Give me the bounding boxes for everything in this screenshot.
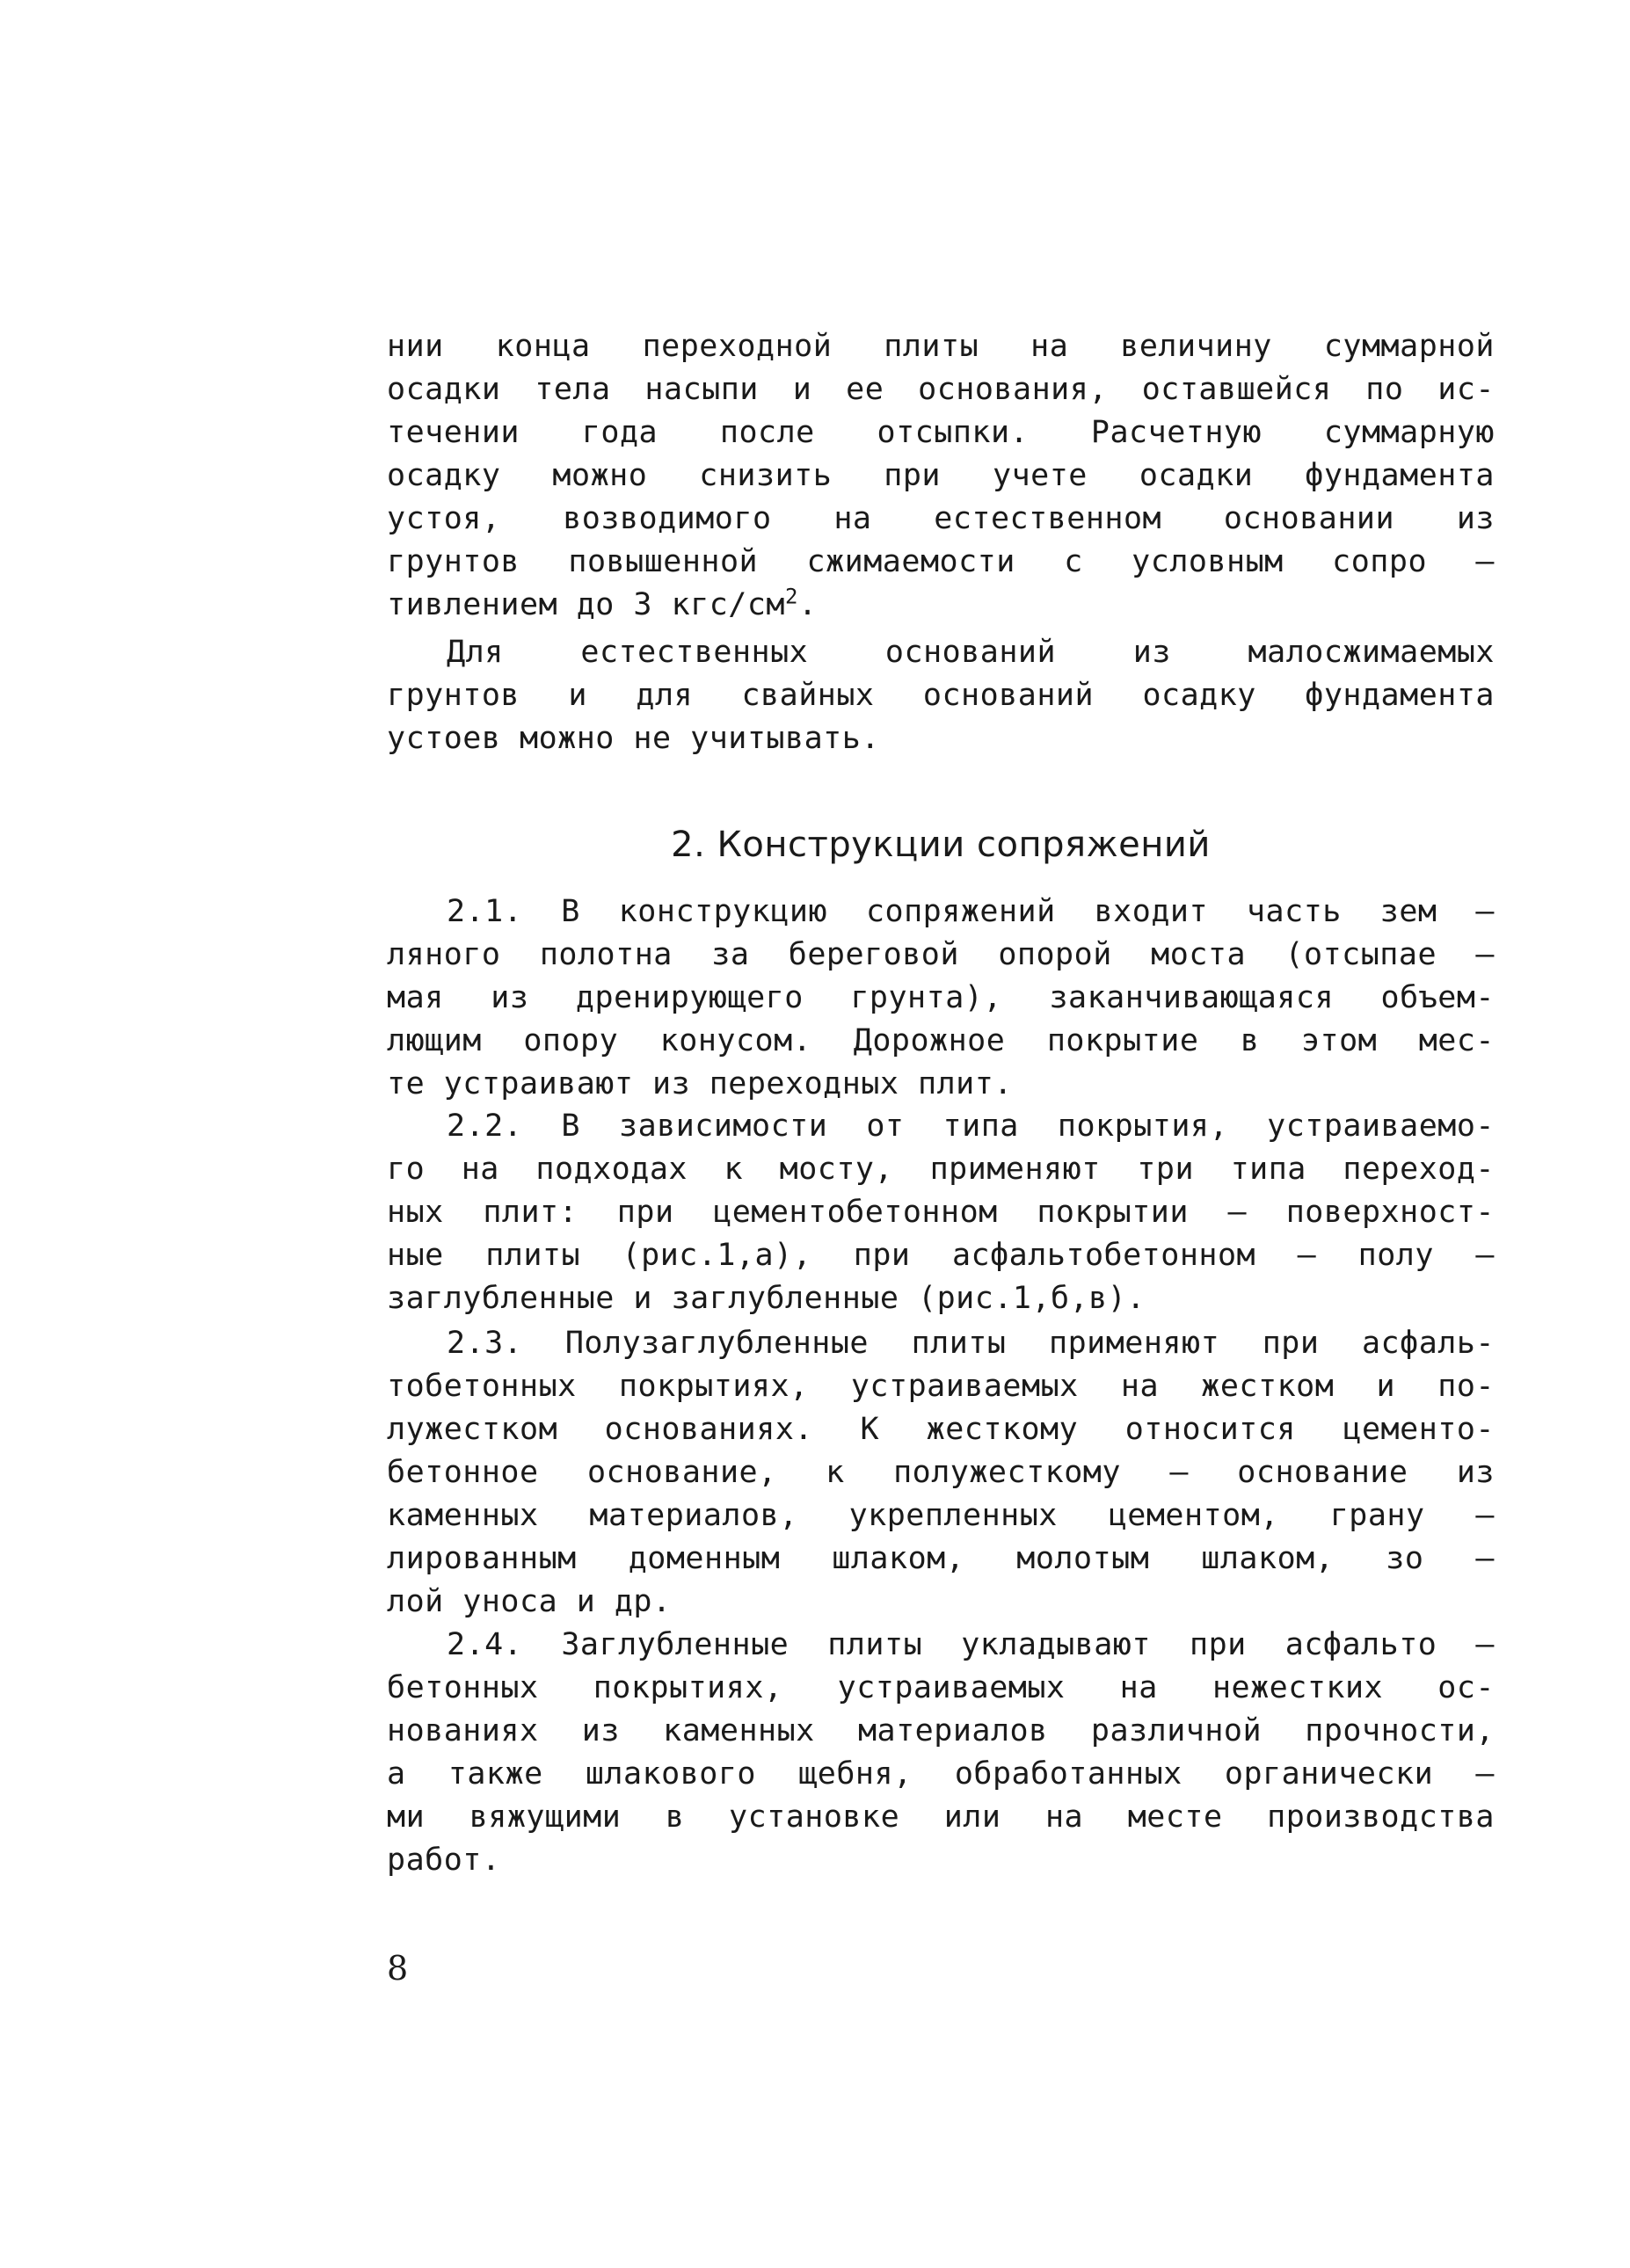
- text-line: грунтов и для свайных оснований осадку фундамента: [387, 678, 1495, 713]
- section-heading: 2. Конструкции сопряжений: [671, 825, 1211, 865]
- text-line: мая из дренирующего грунта), заканчивающаяся объем-: [387, 980, 1495, 1015]
- text-line: осадки тела насыпи и ее основания, оставшейся по ис-: [387, 372, 1495, 407]
- text-line: заглубленные и заглубленные (рис.1,б,в).: [387, 1281, 1146, 1316]
- text-line: ные плиты (рис.1,а), при асфальтобетонном – полу –: [387, 1238, 1495, 1273]
- text-line: лужестком основаниях. К жесткому относится цементо-: [387, 1412, 1495, 1447]
- paragraph-2-1: [387, 890, 1495, 1106]
- text-line: каменных материалов, укрепленных цементом, грану –: [387, 1498, 1495, 1533]
- text-line: го на подходах к мосту, применяют три типа переход-: [387, 1152, 1495, 1187]
- text-line: ляного полотна за береговой опорой моста (отсыпае –: [387, 937, 1495, 972]
- text-line: устоя, возводимого на естественном основании из: [387, 501, 1495, 536]
- paragraph-settlement: [387, 325, 1495, 627]
- text-line: течении года после отсыпки. Расчетную суммарную: [387, 415, 1495, 450]
- text-line: Для естественных оснований из малосжимаемых: [447, 635, 1495, 670]
- text-fragment: .: [797, 587, 818, 622]
- text-line: [387, 584, 1495, 627]
- text-line: осадку можно снизить при учете осадки фундамента: [387, 458, 1495, 493]
- text-line: грунтов повышенной сжимаемости с условным сопро –: [387, 544, 1495, 579]
- text-line: лированным доменным шлаком, молотым шлаком, зо –: [387, 1541, 1495, 1576]
- paragraph-foundation-note: [387, 631, 1495, 760]
- text-line: нии конца переходной плиты на величину суммарной: [387, 329, 1495, 364]
- text-line: лющим опору конусом. Дорожное покрытие в этом мес-: [387, 1023, 1495, 1058]
- text-line: нованиях из каменных материалов различной прочности,: [387, 1713, 1495, 1748]
- text-line: лой уноса и др.: [387, 1584, 672, 1619]
- text-line: бетонное основание, к полужесткому – основание из: [387, 1455, 1495, 1490]
- paragraph-2-4: [387, 1624, 1495, 1882]
- paragraph-2-3: [387, 1322, 1495, 1624]
- superscript: 2: [785, 584, 798, 609]
- text-line: устоев можно не учитывать.: [387, 721, 880, 756]
- text-line: 2.4. Заглубленные плиты укладывают при асфальто –: [447, 1627, 1495, 1662]
- page-number: 8: [387, 1949, 409, 1988]
- text-line: а также шлакового щебня, обработанных органически –: [387, 1756, 1495, 1792]
- text-line: 2.1. В конструкцию сопряжений входит часть зем –: [447, 894, 1495, 929]
- text-line: тобетонных покрытиях, устраиваемых на жестком и по-: [387, 1369, 1495, 1404]
- text-line: ных плит: при цементобетонном покрытии – поверхност-: [387, 1195, 1495, 1230]
- text-line: те устраивают из переходных плит.: [387, 1066, 1013, 1101]
- text-line: 2.2. В зависимости от типа покрытия, устраиваемо-: [447, 1109, 1495, 1144]
- paragraph-2-2: [387, 1105, 1495, 1320]
- text-line: бетонных покрытиях, устраиваемых на нежестких ос-: [387, 1670, 1495, 1705]
- text-line: 2.3. Полузаглубленные плиты применяют при асфаль-: [447, 1326, 1495, 1361]
- text-fragment: тивлением до 3 кгс/см: [387, 587, 786, 622]
- text-line: ми вяжущими в установке или на месте производства: [387, 1799, 1495, 1835]
- text-line: работ.: [387, 1843, 501, 1878]
